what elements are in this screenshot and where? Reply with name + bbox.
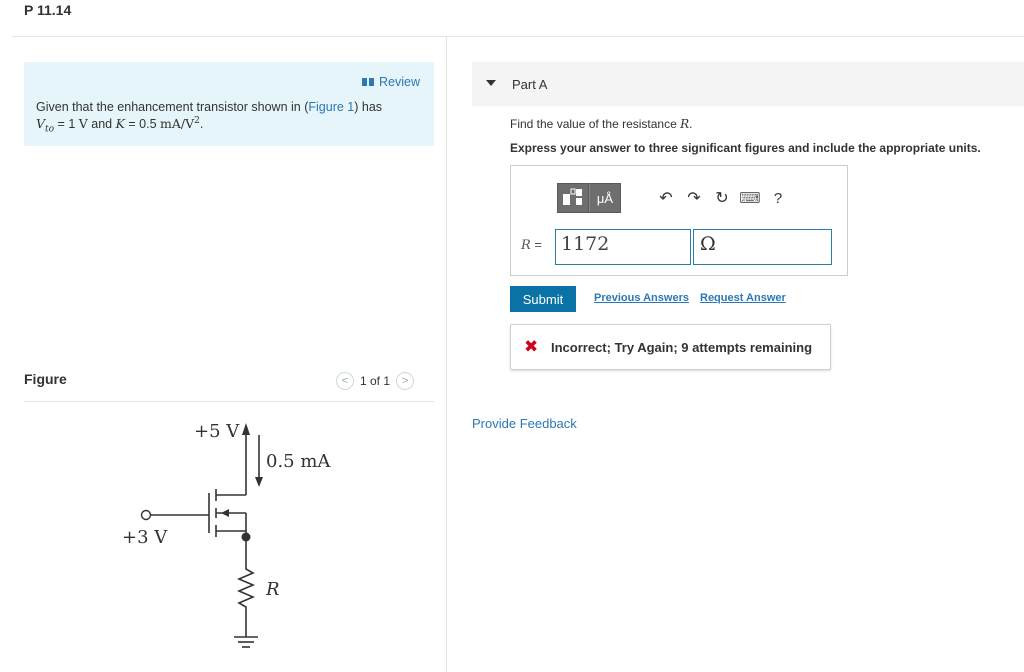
previous-answers-link[interactable]: Previous Answers (594, 292, 689, 304)
vto-unit: V (78, 116, 88, 132)
help-icon[interactable]: ? (773, 189, 783, 207)
intro-text-line2 (36, 116, 203, 135)
prev-figure-button[interactable]: < (336, 372, 354, 390)
supply-arrow (242, 423, 250, 435)
gate-terminal (142, 511, 151, 520)
redo-icon[interactable]: ↷ (687, 190, 701, 207)
header-divider (12, 36, 1024, 37)
question-text (510, 117, 693, 131)
review-label: Review (379, 75, 420, 89)
unit-input[interactable]: Ω (693, 229, 832, 265)
units-button[interactable] (589, 183, 621, 213)
and-text: and (87, 117, 116, 132)
template-icon (562, 188, 584, 208)
intro-text: ) has (354, 100, 383, 114)
vto-subscript: to (45, 124, 55, 135)
source-node (242, 533, 251, 542)
k-exponent: 2 (194, 116, 200, 126)
question-prefix: Find the value of the resistance (510, 117, 681, 131)
intro-text-line1 (36, 100, 382, 114)
figure-pager (336, 372, 414, 390)
instruction-text: Express your answer to three significant figures and include the appropriate units. (510, 141, 981, 155)
provide-feedback-link[interactable]: Provide Feedback (472, 416, 577, 431)
supply-label: +5 V (194, 421, 240, 442)
collapse-arrow-icon[interactable] (486, 80, 496, 86)
current-arrow-head (255, 477, 263, 487)
units-icon: μÅ (596, 190, 614, 206)
book-icon (362, 78, 374, 86)
request-answer-link[interactable]: Request Answer (700, 292, 786, 304)
math-toolbar (557, 183, 621, 213)
answer-eq: = (530, 237, 543, 252)
k-eq: = 0.5 (124, 117, 161, 132)
reset-icon[interactable]: ↻ (715, 190, 729, 207)
answer-var: R (521, 238, 531, 253)
question-var: R (680, 117, 690, 131)
figure-label: Figure (24, 371, 67, 387)
problem-title: P 11.14 (24, 2, 72, 18)
question-suffix: . (689, 117, 693, 131)
vto-symbol: V (36, 116, 46, 132)
feedback-text: Incorrect; Try Again; 9 attempts remaining (551, 340, 813, 355)
toolbar-actions (652, 186, 792, 210)
current-label: 0.5 mA (266, 451, 331, 472)
part-a-title: Part A (512, 77, 548, 92)
next-figure-button[interactable]: > (396, 372, 414, 390)
value-input[interactable]: 1172 (555, 229, 691, 265)
undo-icon[interactable]: ↶ (659, 190, 673, 207)
figure-page-indicator: 1 of 1 (360, 374, 391, 388)
intro-text: Given that the enhancement transistor shown in ( (36, 100, 309, 114)
resistor-r (239, 563, 253, 637)
vto-eq: = 1 (54, 117, 79, 132)
period: . (199, 117, 204, 132)
template-button[interactable] (557, 183, 589, 213)
answer-label (521, 237, 542, 253)
part-a-header[interactable] (472, 62, 1024, 106)
submit-button[interactable]: Submit (510, 286, 576, 312)
k-unit: mA/V (160, 116, 195, 132)
gate-voltage-label: +3 V (122, 527, 168, 548)
keyboard-icon[interactable]: ⌨ (739, 190, 761, 207)
body-arrow (221, 509, 229, 517)
figure-divider (24, 401, 434, 402)
resistor-label: R (266, 579, 280, 600)
problem-intro (24, 62, 434, 146)
column-divider (446, 37, 447, 672)
feedback-message (510, 324, 831, 370)
incorrect-icon: ✖ (524, 337, 539, 356)
figure-link[interactable]: Figure 1 (308, 100, 355, 114)
circuit-diagram (100, 405, 360, 670)
k-symbol: K (115, 116, 125, 132)
review-link[interactable] (362, 75, 420, 89)
